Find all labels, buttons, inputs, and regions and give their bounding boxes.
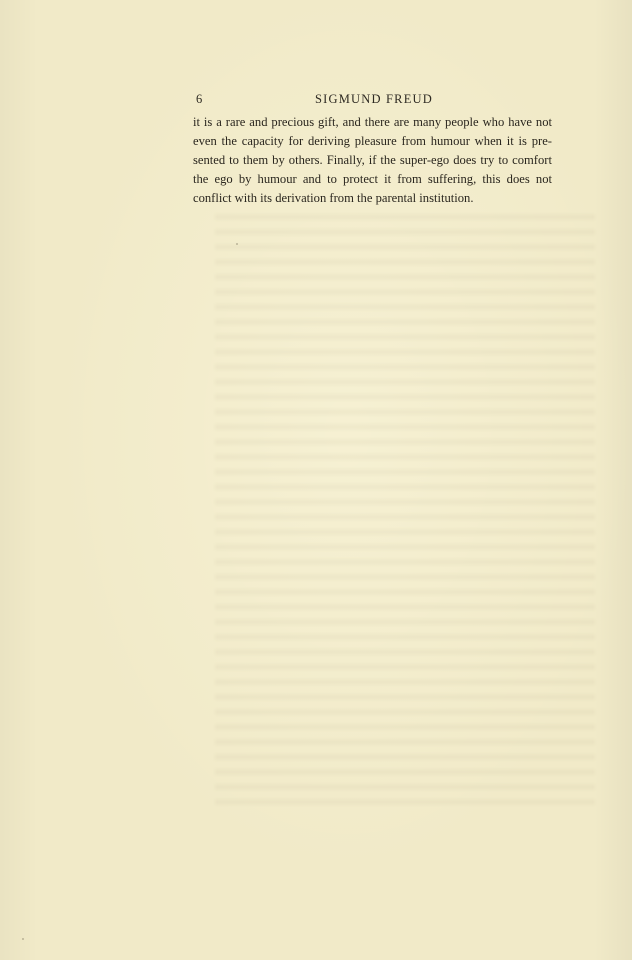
paper-speck: [22, 938, 24, 940]
running-head-author: SIGMUND FREUD: [314, 92, 434, 106]
text-line: it is a rare and precious gift, and there are many people who have not: [193, 115, 552, 129]
page-number: 6: [196, 92, 203, 106]
text-line: conflict with its derivation from the parental institution.: [193, 191, 474, 205]
body-text: [193, 113, 552, 208]
paper-speck: [236, 243, 238, 245]
text-line: the ego by humour and to protect it from suffering, this does not: [193, 172, 552, 186]
text-line: sented to them by others. Finally, if the super-ego does try to comfort: [193, 153, 552, 167]
running-head: [196, 92, 552, 108]
reverse-page-show-through: [215, 205, 595, 805]
text-line: even the capacity for deriving pleasure from humour when it is pre-: [193, 134, 552, 148]
